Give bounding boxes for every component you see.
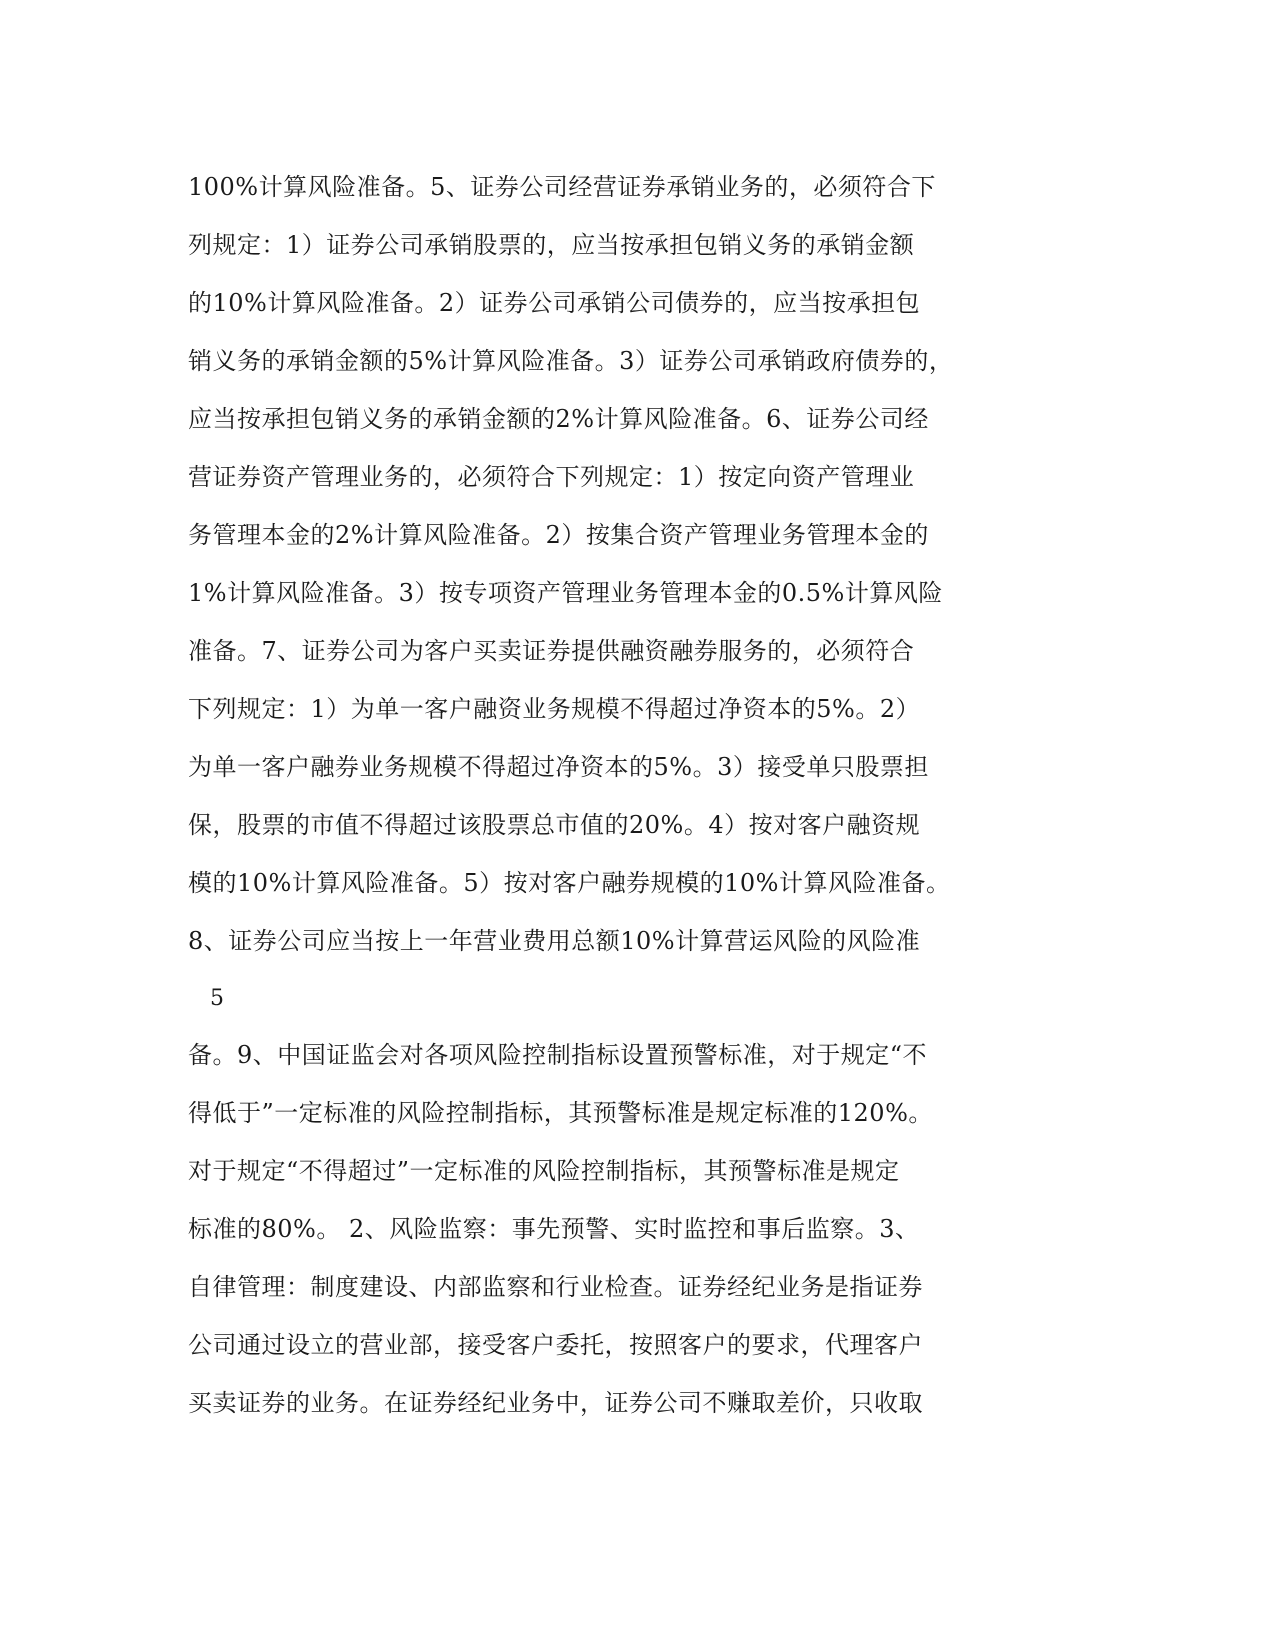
text-line: 营证券资产管理业务的，必须符合下列规定：1）按定向资产管理业 [188, 463, 915, 491]
text-line: 务管理本金的2%计算风险准备。2）按集合资产管理业务管理本金的 [188, 521, 929, 549]
text-line: 准备。7、证券公司为客户买卖证券提供融资融券服务的，必须符合 [188, 637, 915, 665]
text-line: 标准的80%。 2、风险监察：事先预警、实时监控和事后监察。3、 [188, 1215, 920, 1243]
text-line: 自律管理：制度建设、内部监察和行业检查。证券经纪业务是指证券 [188, 1273, 923, 1301]
text-line: 的10%计算风险准备。2）证券公司承销公司债券的，应当按承担包 [188, 289, 921, 317]
text-line: 买卖证券的业务。在证券经纪业务中，证券公司不赚取差价，只收取 [188, 1389, 923, 1417]
page-number: 5 [210, 986, 224, 1011]
text-line: 对于规定“不得超过”一定标准的风险控制指标，其预警标准是规定 [188, 1157, 900, 1185]
text-line: 得低于”一定标准的风险控制指标，其预警标准是规定标准的120%。 [188, 1099, 933, 1127]
text-line: 100%计算风险准备。5、证券公司经营证券承销业务的，必须符合下 [188, 173, 936, 201]
text-line: 模的10%计算风险准备。5）按对客户融券规模的10%计算风险准备。 [188, 869, 951, 897]
text-line: 列规定：1）证券公司承销股票的，应当按承担包销义务的承销金额 [188, 231, 915, 259]
text-line: 销义务的承销金额的5%计算风险准备。3）证券公司承销政府债券的， [188, 347, 954, 375]
text-line: 保，股票的市值不得超过该股票总市值的20%。4）按对客户融资规 [188, 811, 921, 839]
text-line: 备。9、中国证监会对各项风险控制指标设置预警标准，对于规定“不 [188, 1041, 928, 1069]
text-line: 8、证券公司应当按上一年营业费用总额10%计算营运风险的风险准 [188, 927, 921, 955]
text-line: 下列规定：1）为单一客户融资业务规模不得超过净资本的5%。2） [188, 695, 921, 723]
text-line: 1%计算风险准备。3）按专项资产管理业务管理本金的0.5%计算风险 [188, 579, 943, 607]
text-line: 为单一客户融券业务规模不得超过净资本的5%。3）接受单只股票担 [188, 753, 929, 781]
text-line: 应当按承担包销义务的承销金额的2%计算风险准备。6、证券公司经 [188, 405, 929, 433]
text-line: 公司通过设立的营业部，接受客户委托，按照客户的要求，代理客户 [188, 1331, 923, 1359]
